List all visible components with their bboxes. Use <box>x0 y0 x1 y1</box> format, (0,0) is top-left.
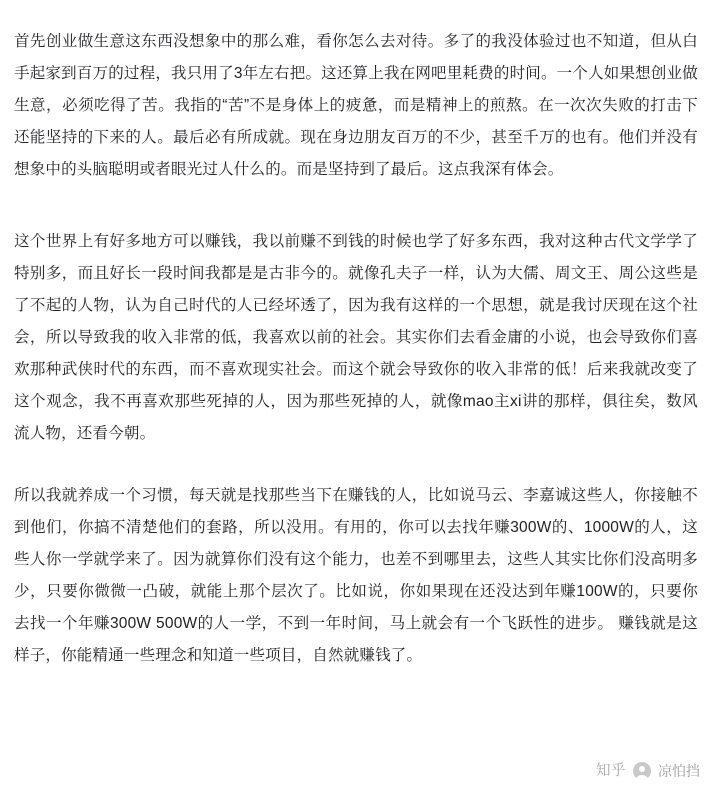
paragraph-1: 首先创业做生意这东西没想象中的那么难，看你怎么去对待。多了的我没体验过也不知道，但从白手起家到百万的过程，我只用了3年左右把。这还算上我在网吧里耗费的时间。一个人如果想创业做生意，必须吃得了苦。我指的“苦”不是身体上的疲惫，而是精神上的煎熬。在一次次失败的打击下还能坚持的下来的人。最后必有所成就。现在身边朋友百万的不少，甚至千万的也有。他们并没有想象中的头脑聪明或者眼光过人什么的。而是坚持到了最后。这点我深有体会。 <box>14 33 698 178</box>
author-name: 凉怕挡 <box>658 763 700 779</box>
zhihu-logo-icon: 知乎 <box>596 762 626 779</box>
paragraph-3: 所以我就养成一个习惯，每天就是找那些当下在赚钱的人，比如说马云、李嘉诚这些人，你接触不到他们，你搞不清楚他们的套路，所以没用。有用的，你可以去找年赚300W的、1000W的人，这些人你一学就学来了。因为就算你们没有这个能力，也差不到哪里去，这些人其实比你们没高明多少，只要你微微一凸破，就能上那个层次了。比如说，你如果现在还没达到年赚100W的，只要你去找一个年赚300W 500W的人一学，不到一年时间，马上就会有一个飞跃性的进步。 赚钱就是这样子，你能精通一些理念和知道一些项目，自然就赚钱了。 <box>14 487 698 664</box>
paragraph-2: 这个世界上有好多地方可以赚钱，我以前赚不到钱的时候也学了好多东西，我对这种古代文学学了特别多，而且好长一段时间我都是是古非今的。就像孔夫子一样，认为大儒、周文王、周公这些是了不起的人物，认为自己时代的人已经坏透了，因为我有这样的一个思想，就是我讨厌现在这个社会，所以导致我的收入非常的低，我喜欢以前的社会。其实你们去看金庸的小说，也会导致你们喜欢那种武侠时代的东西，而不喜欢现实社会。而这个就会导致你的收入非常的低！后来我就改变了这个观念，我不再喜欢那些死掉的人，因为那些死掉的人，就像mao主xi讲的那样，俱往矣，数风流人物，还看今朝。 <box>14 233 698 442</box>
avatar <box>633 762 651 780</box>
watermark-footer <box>596 762 700 780</box>
